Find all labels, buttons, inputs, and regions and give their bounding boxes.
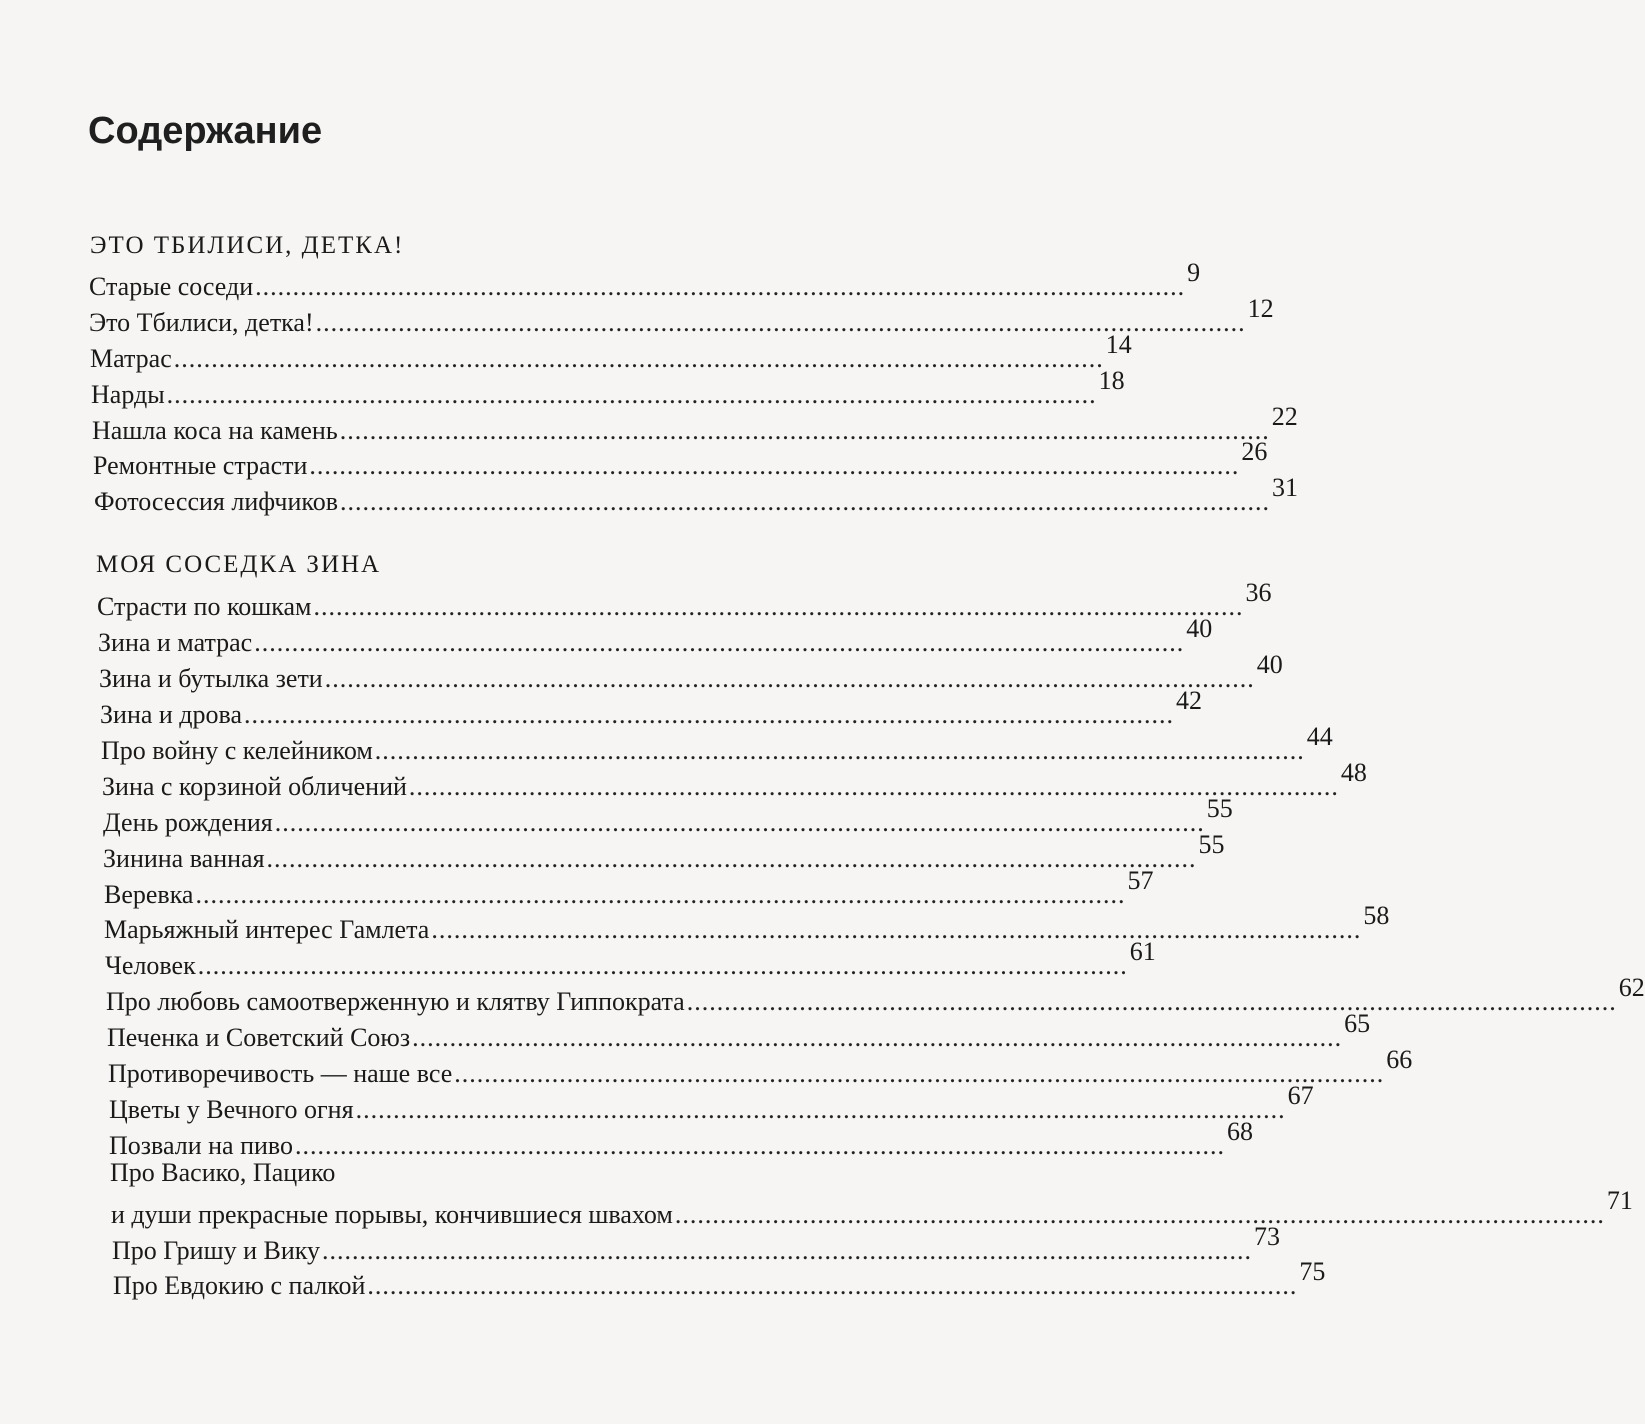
leader-dots: ............................................................................................................................ <box>374 736 1305 765</box>
toc-entry[interactable] <box>97 578 1272 622</box>
entry-title: Зина и матрас <box>98 628 253 657</box>
toc-entry[interactable] <box>101 722 1333 766</box>
entry-title: Матрас <box>90 344 172 373</box>
toc-entry[interactable] <box>111 1186 1633 1230</box>
entry-title: Нарды <box>91 380 165 409</box>
entry-title: Противоречивость — наше все <box>108 1059 453 1088</box>
toc-entry[interactable] <box>98 614 1213 658</box>
entry-title: Старые соседи <box>89 272 254 301</box>
leader-dots: ............................................................................................................................ <box>431 915 1362 944</box>
entry-title: Зина и дрова <box>100 700 243 729</box>
leader-dots: ............................................................................................................................ <box>274 808 1205 837</box>
toc-entry[interactable] <box>105 937 1156 981</box>
leader-dots: ............................................................................................................................ <box>324 664 1255 693</box>
leader-dots: ............................................................................................................................ <box>674 1200 1605 1229</box>
entry-page: 14 <box>1105 330 1132 359</box>
entry-page: 22 <box>1271 402 1298 431</box>
toc-entry[interactable] <box>106 973 1645 1017</box>
leader-dots: ............................................................................................................................ <box>266 844 1197 873</box>
entry-page: 55 <box>1206 794 1233 823</box>
toc-entry[interactable] <box>104 866 1154 910</box>
leader-dots: ............................................................................................................................ <box>322 1236 1253 1265</box>
toc-entry[interactable] <box>107 1009 1371 1053</box>
entry-title: Фотосессия лифчиков <box>94 487 338 516</box>
leader-dots: ............................................................................................................................ <box>244 700 1175 729</box>
leader-dots: ............................................................................................................................ <box>309 451 1240 480</box>
entry-page: 26 <box>1241 437 1268 466</box>
entry-page: 40 <box>1256 650 1283 679</box>
entry-page: 48 <box>1340 758 1367 787</box>
leader-dots: ............................................................................................................................ <box>173 344 1104 373</box>
leader-dots: ............................................................................................................................ <box>408 772 1339 801</box>
entry-page: 57 <box>1127 866 1154 895</box>
entry-title: Нашла коса на камень <box>92 416 338 445</box>
entry-page: 68 <box>1227 1117 1254 1146</box>
entry-title: Страсти по кошкам <box>97 592 312 621</box>
entry-page: 9 <box>1187 258 1201 287</box>
leader-dots: ............................................................................................................................ <box>313 592 1244 621</box>
leader-dots: ............................................................................................................................ <box>355 1095 1286 1124</box>
entry-page: 73 <box>1254 1222 1281 1251</box>
leader-dots: ............................................................................................................................ <box>686 987 1617 1016</box>
page-title: Содержание <box>88 110 323 152</box>
entry-page: 55 <box>1198 830 1225 859</box>
leader-dots: ............................................................................................................................ <box>255 272 1186 301</box>
entry-page: 42 <box>1176 686 1203 715</box>
entry-title: Это Тбилиси, детка! <box>89 308 314 337</box>
entry-title: Позвали на пиво <box>109 1131 294 1160</box>
entry-page: 65 <box>1344 1009 1371 1038</box>
entry-title: Про любовь самоотверженную и клятву Гиппократа <box>106 987 685 1016</box>
toc-entry[interactable] <box>90 330 1132 374</box>
leader-dots: ............................................................................................................................ <box>339 416 1270 445</box>
toc-entry[interactable] <box>104 901 1390 945</box>
entry-title-line2: и души прекрасные порывы, кончившиеся швахом <box>111 1200 673 1229</box>
leader-dots: ............................................................................................................................ <box>254 628 1185 657</box>
toc-entry[interactable] <box>99 650 1283 694</box>
entry-page: 71 <box>1606 1186 1633 1215</box>
toc-entry[interactable] <box>100 686 1203 730</box>
toc-entry[interactable] <box>109 1081 1314 1125</box>
entry-page: 62 <box>1618 973 1645 1002</box>
leader-dots: ............................................................................................................................ <box>339 487 1270 516</box>
entry-page: 18 <box>1098 366 1125 395</box>
toc-entry[interactable] <box>91 366 1125 410</box>
entry-title: Цветы у Вечного огня <box>109 1095 354 1124</box>
toc-entry[interactable] <box>102 758 1367 802</box>
entry-title: Зина с корзиной обличений <box>102 772 407 801</box>
toc-entry[interactable] <box>108 1045 1413 1089</box>
entry-title: Про Евдокию с палкой <box>113 1271 366 1300</box>
entry-page: 61 <box>1129 937 1156 966</box>
leader-dots: ............................................................................................................................ <box>412 1023 1343 1052</box>
entry-title: День рождения <box>103 808 273 837</box>
leader-dots: ............................................................................................................................ <box>367 1271 1298 1300</box>
toc-entry[interactable] <box>103 830 1225 874</box>
section-heading: МОЯ СОСЕДКА ЗИНА <box>96 551 382 578</box>
entry-title: Зина и бутылка зети <box>99 664 323 693</box>
entry-page: 12 <box>1247 294 1274 323</box>
toc-entry[interactable] <box>113 1257 1326 1301</box>
entry-title: Марьяжный интерес Гамлета <box>104 915 430 944</box>
leader-dots: ............................................................................................................................ <box>315 308 1246 337</box>
leader-dots: ............................................................................................................................ <box>195 880 1126 909</box>
toc-entry[interactable] <box>103 794 1233 838</box>
entry-page: 75 <box>1299 1257 1326 1286</box>
toc-entry[interactable] <box>93 437 1268 481</box>
leader-dots: ............................................................................................................................ <box>295 1131 1226 1160</box>
toc-entry[interactable] <box>92 402 1298 446</box>
toc-entry[interactable] <box>109 1117 1254 1161</box>
leader-dots: ............................................................................................................................ <box>197 951 1128 980</box>
leader-dots: ............................................................................................................................ <box>166 380 1097 409</box>
toc-entry[interactable] <box>89 294 1274 338</box>
toc-entry[interactable] <box>112 1222 1281 1266</box>
entry-title: Человек <box>105 951 196 980</box>
entry-title-line1: Про Васико, Пацико <box>110 1158 336 1187</box>
entry-title: Веревка <box>104 880 194 909</box>
toc-entry[interactable] <box>94 473 1298 517</box>
entry-page: 31 <box>1271 473 1298 502</box>
leader-dots: ............................................................................................................................ <box>454 1059 1385 1088</box>
entry-title: Ремонтные страсти <box>93 451 308 480</box>
entry-title: Про Гришу и Вику <box>112 1236 321 1265</box>
section-heading: ЭТО ТБИЛИСИ, ДЕТКА! <box>90 232 405 259</box>
entry-page: 66 <box>1386 1045 1413 1074</box>
toc-entry[interactable] <box>89 258 1201 302</box>
entry-title: Зинина ванная <box>103 844 265 873</box>
entry-page: 36 <box>1245 578 1272 607</box>
entry-page: 44 <box>1306 722 1333 751</box>
entry-title: Про войну с келейником <box>101 736 373 765</box>
entry-page: 40 <box>1186 614 1213 643</box>
entry-page: 67 <box>1287 1081 1314 1110</box>
entry-page: 58 <box>1363 901 1390 930</box>
entry-title: Печенка и Советский Союз <box>107 1023 411 1052</box>
